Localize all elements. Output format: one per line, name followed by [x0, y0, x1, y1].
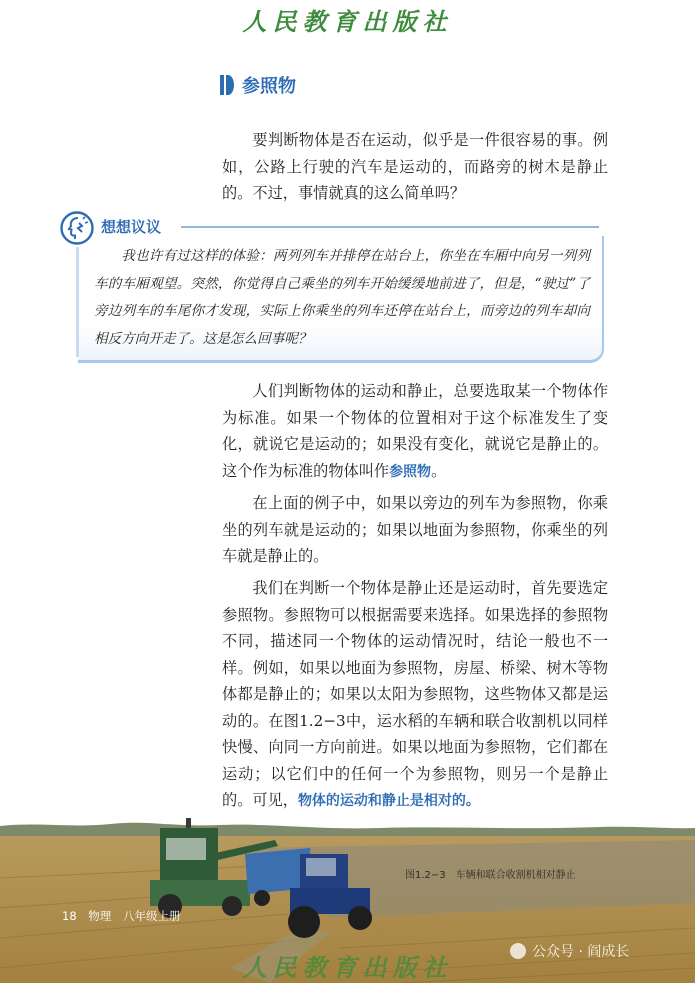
wechat-icon — [510, 943, 526, 959]
body-paragraph-1 — [222, 378, 608, 485]
section-heading — [220, 72, 296, 98]
p1-text-pre: 人们判断物体的运动和静止，总要选取某一个物体作为标准。如果一个物体的位置相对于这个标准发生了变化，就说它是运动的；如果没有变化，就说它是静止的。这个作为标准的物体叫作 — [222, 382, 608, 480]
page-footer — [62, 908, 188, 924]
publisher-logo: 人民教育出版社 — [242, 7, 453, 36]
figure-caption: 图1.2−3 车辆和联合收割机相对静止 — [405, 870, 576, 881]
p3-text-pre: 我们在判断一个物体是静止还是运动时，首先要选定参照物。参照物可以根据需要来选择。如果选择的参照物不同，描述同一个物体的运动情况时，结论一般也不一样。例如，如果以地面为参照物，房屋、桥梁、树木等物体都是静止的；如果以太阳为参照物，这些物体又都是运动的。在图1.2−3中，运水稻的车辆和联合收割机以同样快慢、向同一方向前进。如果以地面为参照物，它们都在运动；以它们中的任何一个为参照物，则另一个是静止的。可见， — [222, 579, 608, 809]
grade-name: 八年级上册 — [122, 909, 181, 923]
p1-text-post: 。 — [431, 461, 447, 480]
intro-paragraph: 要判断物体是否在运动，似乎是一件很容易的事。例如，公路上行驶的汽车是运动的，而路旁的树木是静止的。不过，事情就真的这么简单吗？ — [222, 131, 608, 202]
body-paragraph-2: 在上面的例子中，如果以旁边的列车为参照物，你乘坐的列车就是运动的；如果以地面为参照物，你乘坐的列车就是静止的。 — [222, 494, 608, 565]
publisher-logo-footer: 人民教育出版社 — [242, 953, 453, 982]
page-number: 18 — [62, 909, 77, 923]
watermark-text: 公众号 · 阎成长 — [532, 944, 630, 960]
discussion-box-bar — [76, 247, 79, 357]
section-title: 参照物 — [242, 76, 296, 97]
section-marker-icon — [220, 75, 234, 95]
discussion-rule — [181, 226, 599, 228]
key-term: 参照物 — [389, 463, 432, 480]
discussion-label: 想想议议 — [101, 218, 162, 236]
discussion-text: 我也许有过这样的体验：两列列车并排停在站台上，你坐在车厢中向另一列列车的车厢观望。突然，你觉得自己乘坐的列车开始缓缓地前进了，但是，“驶过”了旁边列车的车尾你才发现，实际上你乘坐的列车还停在站台上，而旁边的列车却向相反方向开走了。这是怎么回事呢？ — [94, 248, 590, 347]
subject-name: 物理 — [88, 909, 112, 923]
lightbulb-head-icon — [60, 211, 94, 245]
body-paragraph-3 — [222, 575, 608, 815]
key-conclusion: 物体的运动和静止是相对的。 — [297, 793, 480, 809]
watermark — [510, 941, 629, 961]
